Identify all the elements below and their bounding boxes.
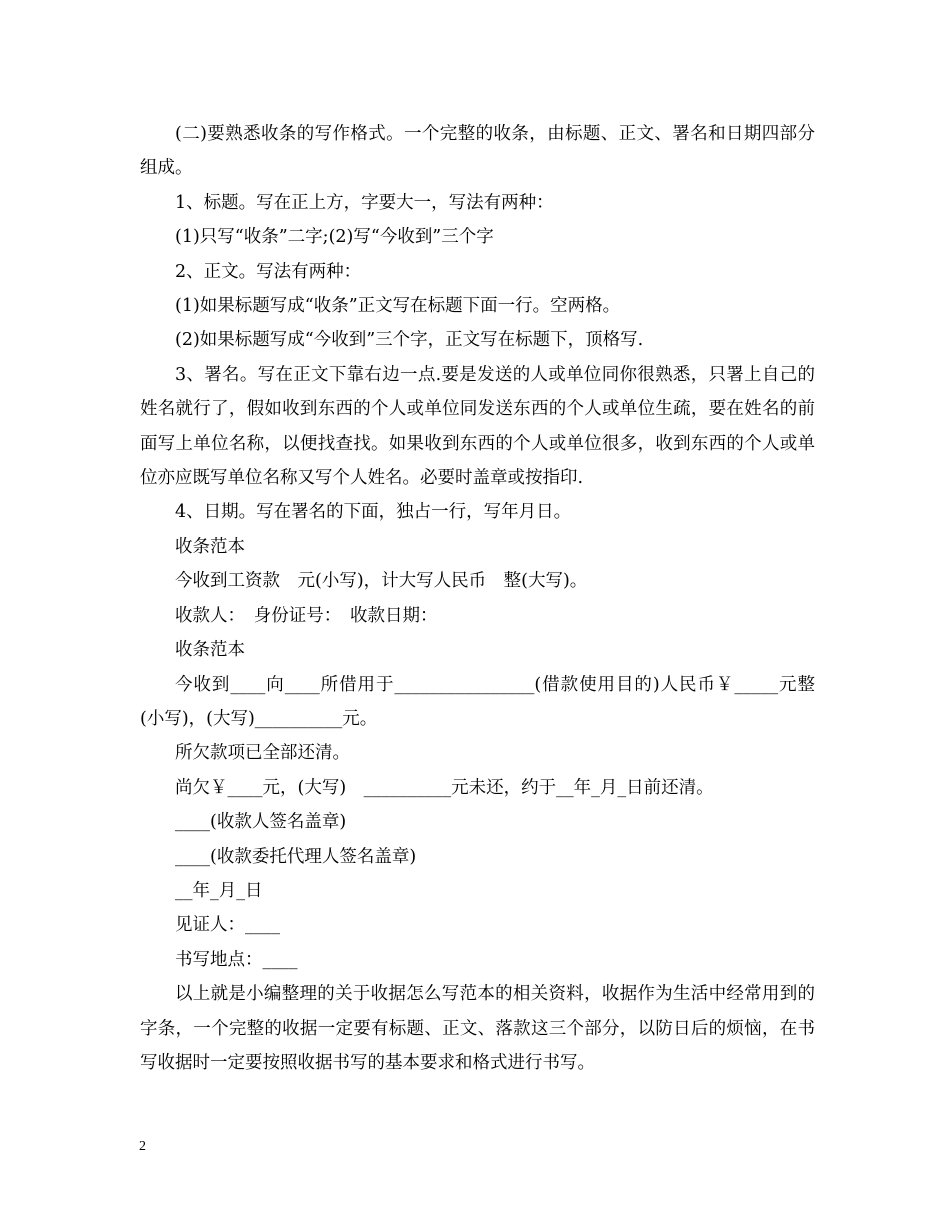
paragraph-title-rule: 1、标题。写在正上方，字要大一，写法有两种： [175,192,554,213]
paragraph-sample-heading-2: 收条范本 [175,640,245,661]
paragraph-date-rule: 4、日期。写在署名的下面，独占一行，写年月日。 [175,502,572,523]
paragraph-sample-1-fields: 收款人： 身份证号： 收款日期： [175,605,438,626]
paragraph-conclusion: 以上就是小编整理的关于收据怎么写范本的相关资料，收据作为生活中经常用到的字条，一个完整的收据一定要有标题、正文、落款这三个部分，以防日后的烦恼，在书写收据时一定要按照收据书写的基本要求和格式进行书写。 [140,984,815,1073]
paragraph-payee-signature: ____(收款人签名盖章) [175,812,347,833]
paragraph-agent-signature: ____(收款委托代理人签名盖章) [175,846,417,867]
paragraph-witness: 见证人：____ [175,915,280,936]
paragraph-sample-heading-1: 收条范本 [175,536,245,557]
paragraph-sample-2-paid: 所欠款项已全部还清。 [175,743,350,764]
paragraph-body-option-1: (1)如果标题写成“收条”正文写在标题下面一行。空两格。 [175,296,621,317]
document-body [140,117,815,1080]
paragraph-writing-format: (二)要熟悉收条的写作格式。一个完整的收条，由标题、正文、署名和日期四部分组成。 [140,124,815,179]
paragraph-sample-date: __年_月_日 [175,880,263,901]
paragraph-sample-1-text: 今收到工资款 元(小写)，计大写人民币 整(大写)。 [175,571,588,592]
paragraph-body-rule: 2、正文。写法有两种： [175,261,362,282]
page-number: 2 [139,1139,146,1154]
paragraph-signature-rule: 3、署名。写在正文下靠右边一点.要是发送的人或单位同你很熟悉，只署上自己的姓名就行了，假如收到东西的个人或单位同发送东西的个人或单位生疏，要在姓名的前面写上单位名称，以便找查找。如果收到东西的个人或单位很多，收到东西的个人或单位亦应既写单位名称又写个人姓名。必要时盖章或按指印. [140,364,815,489]
paragraph-body-option-2: (2)如果标题写成“今收到”三个字，正文写在标题下，顶格写. [175,330,644,351]
paragraph-sample-2-owed: 尚欠￥____元，(大写) __________元未还，约于__年_月_日前还清。 [175,777,714,798]
paragraph-sample-2-text: 今收到____向____所借用于________________(借款使用目的)人民币￥_____元整(小写)，(大写)__________元。 [140,674,815,729]
paragraph-title-options: (1)只写“收条”二字;(2)写“今收到”三个字 [175,227,494,248]
paragraph-location: 书写地点：____ [175,949,298,970]
